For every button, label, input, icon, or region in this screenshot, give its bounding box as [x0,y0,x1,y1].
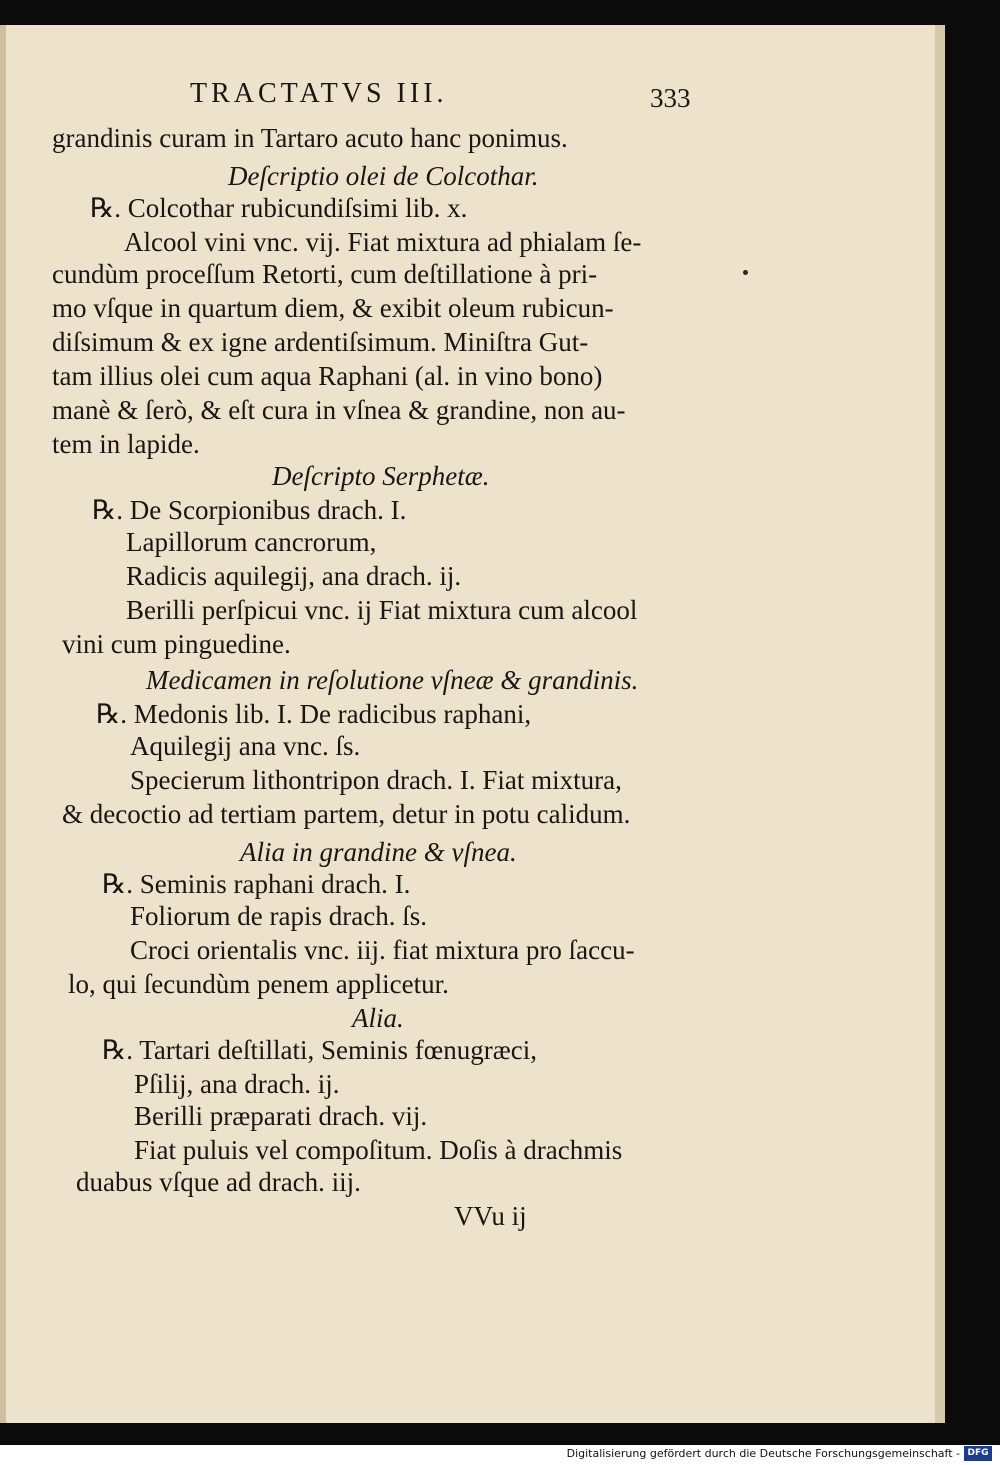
text-line: tem in lapide. [52,429,200,459]
text-line: vini cum pinguedine. [62,629,291,659]
text-line: manè & ſerò, & eſt cura in vſnea & grandine, non au- [52,395,626,425]
text-line: & decoctio ad tertiam partem, detur in potu calidum. [62,799,631,829]
ink-speck [743,270,748,275]
page-edge [935,25,945,1423]
recipe-line: ℞. Seminis raphani drach. I. [102,869,411,899]
recipe-line: Foliorum de rapis drach. ſs. [130,901,427,931]
recipe-line: Aquilegij ana vnc. ſs. [130,731,361,761]
section-heading: Deſcriptio olei de Colcothar. [228,161,539,191]
recipe-line: ℞. De Scorpionibus drach. I. [92,495,407,525]
text-line: Specierum lithontripon drach. I. Fiat mixtura, [130,765,622,795]
text-line: Berilli perſpicui vnc. ij Fiat mixtura cum alcool [126,595,638,625]
recipe-line: Radicis aquilegij, ana drach. ij. [126,561,462,591]
footer-bar [0,1445,1000,1465]
recipe-line: ℞. Colcothar rubicundiſsimi lib. x. [90,193,468,223]
text-line: Alcool vini vnc. vij. Fiat mixtura ad phialam ſe- [124,227,642,257]
text-line: Croci orientalis vnc. iij. fiat mixtura pro ſaccu- [130,935,635,965]
text-line: tam illius olei cum aqua Raphani (al. in vino bono) [52,361,603,391]
text-line: lo, qui ſecundùm penem applicetur. [68,969,449,999]
section-heading: Medicamen in reſolutione vſneæ & grandinis. [146,665,639,695]
recipe-line: Lapillorum cancrorum, [126,527,377,557]
text-line: mo vſque in quartum diem, & exibit oleum rubicun- [52,293,614,323]
text-line: grandinis curam in Tartaro acuto hanc ponimus. [52,123,568,153]
text-line: diſsimum & ex igne ardentiſsimum. Miniſtra Gut- [52,327,589,357]
recipe-line: ℞. Tartari deſtillati, Seminis fœnugræci, [102,1035,537,1065]
signature-mark: VVu ij [454,1201,527,1231]
section-heading: Alia in grandine & vſnea. [240,837,517,867]
recipe-line: Pſilij, ana drach. ij. [134,1069,340,1099]
footer-credit: Digitalisierung gefördert durch die Deutsche Forschungsgemeinschaft - [566,1447,960,1460]
running-title: TRACTATVS III. [190,78,448,109]
page-number: 333 [650,83,691,113]
text-line: duabus vſque ad drach. iij. [76,1167,361,1197]
dfg-logo: DFG [964,1446,992,1461]
section-heading: Alia. [352,1003,404,1033]
recipe-line: ℞. Medonis lib. I. De radicibus raphani, [96,699,532,729]
text-line: Fiat puluis vel compoſitum. Doſis à drachmis [134,1135,623,1165]
section-heading: Deſcripto Serphetæ. [272,461,490,491]
recipe-line: Berilli præparati drach. vij. [134,1101,428,1131]
text-line: cundùm proceſſum Retorti, cum deſtillatione à pri- [52,259,598,289]
